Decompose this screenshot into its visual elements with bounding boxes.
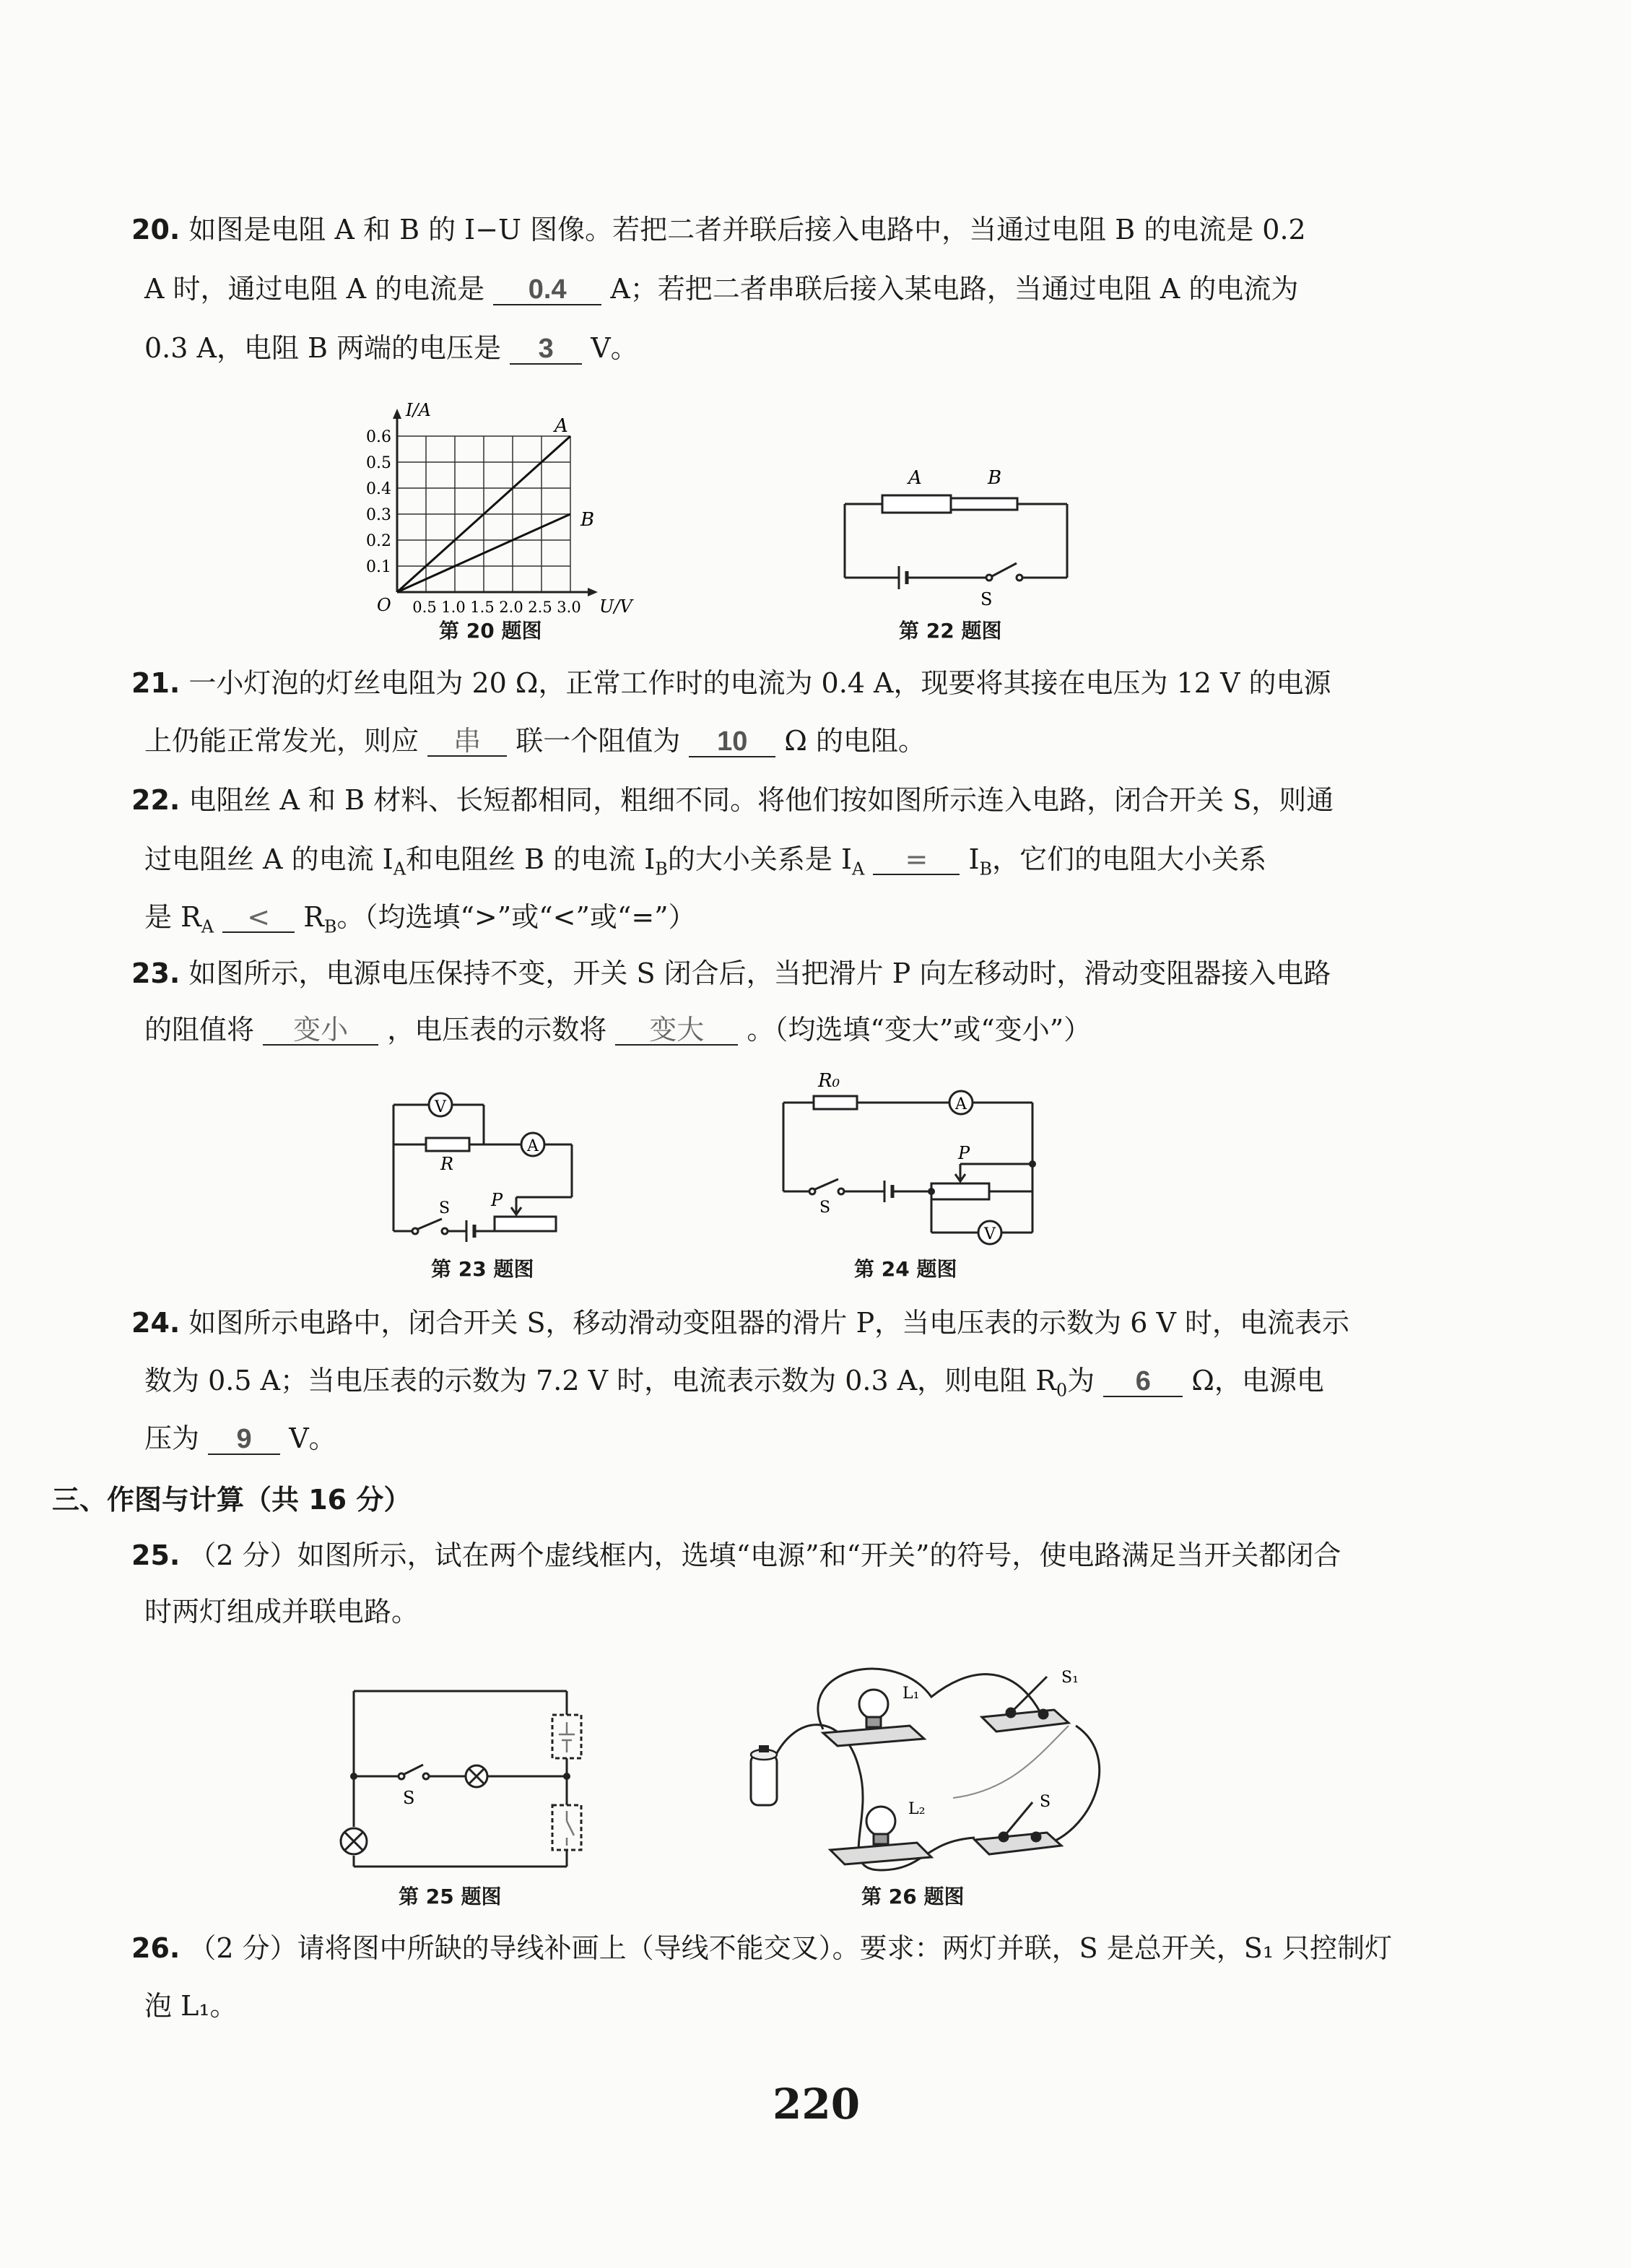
q25-line2 <box>144 1593 419 1630</box>
q24-text1: 如图所示电路中，闭合开关 S，移动滑动变阻器的滑片 P，当电压表的示数为 6 V 时，电流表示 <box>188 1307 1350 1339</box>
q21-text2a: 上仍能正常发光，则应 <box>144 725 419 757</box>
q25-line1 <box>131 1537 1341 1574</box>
q23-line2 <box>144 1011 1091 1048</box>
q20-line3 <box>144 329 638 367</box>
q22-sub-b3: B <box>323 916 337 937</box>
fig26-battery <box>751 1745 777 1805</box>
q21-text1: 一小灯泡的灯丝电阻为 20 Ω，正常工作时的电流为 0.4 A，现要将其接在电压为 12 V 的电源 <box>188 667 1331 699</box>
origin-label: O <box>377 595 391 615</box>
fig20-iu-chart <box>347 383 635 617</box>
q25-text2: 时两灯组成并联电路。 <box>144 1596 419 1628</box>
fig26-label-s1: S₁ <box>1061 1669 1079 1687</box>
x-tick-label: 1.0 <box>441 599 466 616</box>
x-tick-label: 1.5 <box>470 599 495 616</box>
q24-sub0: 0 <box>1056 1380 1068 1401</box>
q22-text2d: I <box>968 843 980 875</box>
y-axis-arrow <box>393 409 401 419</box>
q23-line1 <box>131 955 1331 992</box>
q22-line3 <box>144 898 696 946</box>
x-tick-label: 3.0 <box>557 599 581 616</box>
series-b-label: B <box>580 509 595 531</box>
x-axis-arrow <box>588 588 598 596</box>
q23-text2c: 。（均选填“变大”或“变小”） <box>747 1014 1092 1046</box>
fig23-label-p: P <box>491 1190 503 1210</box>
fig23-label-s: S <box>439 1199 451 1217</box>
y-tick-label: 0.3 <box>366 506 391 524</box>
fig24-label-s: S <box>819 1199 831 1217</box>
series-a-label: A <box>554 415 568 437</box>
q24-line1 <box>131 1304 1349 1342</box>
fig20-caption: 第 20 题图 <box>439 619 542 643</box>
fig23-label-v: V <box>435 1098 446 1116</box>
q24-text2c: Ω，电源电 <box>1191 1365 1324 1396</box>
fig22-resistor-b <box>951 498 1017 510</box>
fig26-label-l1: L₁ <box>903 1685 920 1703</box>
q23-answer2: 变大 <box>615 1015 738 1046</box>
fig24-label-v: V <box>984 1225 996 1243</box>
page-number: 220 <box>773 2080 861 2129</box>
section3-title: 三、作图与计算（共 16 分） <box>52 1484 412 1516</box>
y-tick-label: 0.4 <box>366 480 391 498</box>
fig23-circuit <box>383 1083 599 1249</box>
fig26-label-s: S <box>1040 1793 1051 1811</box>
q22-sub-a2: A <box>851 859 865 879</box>
fig25-label-s: S <box>403 1788 415 1808</box>
q22-text3a: 是 R <box>144 901 201 933</box>
q22-sub-a1: A <box>393 859 406 879</box>
fig23-caption: 第 23 题图 <box>431 1257 534 1281</box>
fig23-resistor-r <box>426 1138 469 1151</box>
fig24-resistor-r0 <box>814 1096 857 1109</box>
q26-text2: 泡 L₁。 <box>144 1990 238 2022</box>
q22-text1: 电阻丝 A 和 B 材料、长短都相同，粗细不同。将他们按如图所示连入电路，闭合开关 S，则通 <box>188 784 1334 816</box>
q23-answer1: 变小 <box>263 1015 378 1046</box>
fig24-label-r0: R₀ <box>818 1070 840 1092</box>
q23-text2b: ，电压表的示数将 <box>387 1014 607 1046</box>
q20-text3b: V。 <box>591 332 638 364</box>
fig25-caption: 第 25 题图 <box>399 1885 502 1908</box>
fig24-caption: 第 24 题图 <box>854 1257 957 1281</box>
q22-answer2: < <box>222 903 295 933</box>
q21-line2 <box>144 722 926 760</box>
q22-line1 <box>131 781 1334 819</box>
q22-text2a: 过电阻丝 A 的电流 I <box>144 843 393 875</box>
q22-text2c: 的大小关系是 I <box>667 843 852 875</box>
q20-text2a: A 时，通过电阻 A 的电流是 <box>144 273 485 305</box>
fig23-label-r: R <box>440 1154 454 1174</box>
fig22-label-s: S <box>980 589 993 609</box>
q26-text1: （2 分）请将图中所缺的导线补画上（导线不能交叉）。要求：两灯并联，S 是总开关，S₁ 只控制灯 <box>188 1932 1393 1964</box>
fig22-circuit <box>830 462 1076 607</box>
q24-answer2: 9 <box>208 1425 280 1455</box>
fig26-wiring <box>736 1654 1112 1885</box>
q21-number: 21. <box>131 667 181 699</box>
fig26-switch-s1 <box>982 1677 1069 1732</box>
q20-text3a: 0.3 A，电阻 B 两端的电压是 <box>144 332 502 364</box>
q24-text2b: 为 <box>1067 1365 1095 1396</box>
q22-number: 22. <box>131 784 181 816</box>
x-tick-label: 0.5 <box>412 599 437 616</box>
q21-text2b: 联一个阻值为 <box>516 725 681 757</box>
fig22-label-a: A <box>908 467 922 489</box>
fig22-resistor-a <box>882 495 951 513</box>
fig22-label-b: B <box>988 467 1002 489</box>
fig24-circuit <box>769 1065 1058 1246</box>
q20-line2 <box>144 270 1298 308</box>
fig23-rheostat <box>495 1217 556 1231</box>
q22-text2e: ，它们的电阻大小关系 <box>992 843 1267 875</box>
q24-number: 24. <box>131 1307 181 1339</box>
fig25-circuit <box>339 1682 585 1870</box>
fig22-caption: 第 22 题图 <box>899 619 1002 643</box>
q24-text2a: 数为 0.5 A；当电压表的示数为 7.2 V 时，电流表示数为 0.3 A，则电阻 R <box>144 1365 1056 1396</box>
q26-number: 26. <box>131 1932 181 1964</box>
q22-sub-b1: B <box>655 859 668 879</box>
q22-text3b: R <box>303 901 324 933</box>
q21-text2c: Ω 的电阻。 <box>784 725 926 757</box>
y-tick-label: 0.5 <box>366 454 391 472</box>
fig23-label-a: A <box>527 1137 539 1155</box>
x-tick-label: 2.5 <box>528 599 552 616</box>
q23-number: 23. <box>131 957 181 989</box>
q22-line2 <box>144 840 1266 888</box>
fig26-label-l2: L₂ <box>908 1800 926 1818</box>
q26-line1 <box>131 1929 1392 1967</box>
q23-text2a: 的阻值将 <box>144 1014 255 1046</box>
q20-line1 <box>131 211 1306 248</box>
fig24-label-p: P <box>958 1143 970 1163</box>
q24-line3 <box>144 1420 336 1457</box>
q26-line2 <box>144 1987 238 2025</box>
q25-text1: （2 分）如图所示，试在两个虚线框内，选填“电源”和“开关”的符号，使电路满足当开关都闭合 <box>188 1539 1341 1571</box>
q25-number: 25. <box>131 1539 181 1571</box>
q22-sub-b2: B <box>979 859 993 879</box>
fig24-rheostat <box>931 1183 989 1199</box>
x-axis-label: U/V <box>599 596 632 617</box>
y-axis-label: I/A <box>406 400 431 420</box>
q20-answer1: 0.4 <box>493 275 601 305</box>
q21-line1 <box>131 664 1331 702</box>
q22-text2b: 和电阻丝 B 的电流 I <box>406 843 656 875</box>
q21-answer2: 10 <box>689 727 775 757</box>
q20-text2b: A；若把二者串联后接入某电路，当通过电阻 A 的电流为 <box>610 273 1299 305</box>
q24-text3b: V。 <box>289 1422 336 1454</box>
q21-answer1: 串 <box>427 726 507 757</box>
x-tick-label: 2.0 <box>499 599 523 616</box>
y-tick-label: 0.2 <box>366 532 391 550</box>
q24-line2 <box>144 1362 1324 1409</box>
q24-answer1: 6 <box>1103 1367 1183 1397</box>
q20-number: 20. <box>131 214 181 246</box>
q22-answer1: = <box>873 845 960 875</box>
q24-text3a: 压为 <box>144 1422 200 1454</box>
q22-text3c: 。（均选填“>”或“<”或“=”） <box>336 901 696 933</box>
q23-text1: 如图所示，电源电压保持不变，开关 S 闭合后，当把滑片 P 向左移动时，滑动变阻器接入电路 <box>188 957 1331 989</box>
q20-answer2: 3 <box>510 334 582 365</box>
q22-sub-a3: A <box>201 916 214 937</box>
y-tick-label: 0.1 <box>366 558 391 576</box>
y-tick-label: 0.6 <box>366 428 391 446</box>
fig24-label-a: A <box>955 1095 967 1113</box>
fig26-caption: 第 26 题图 <box>861 1885 965 1908</box>
q20-text1: 如图是电阻 A 和 B 的 I−U 图像。若把二者并联后接入电路中，当通过电阻 B 的电流是 0.2 <box>188 214 1306 246</box>
